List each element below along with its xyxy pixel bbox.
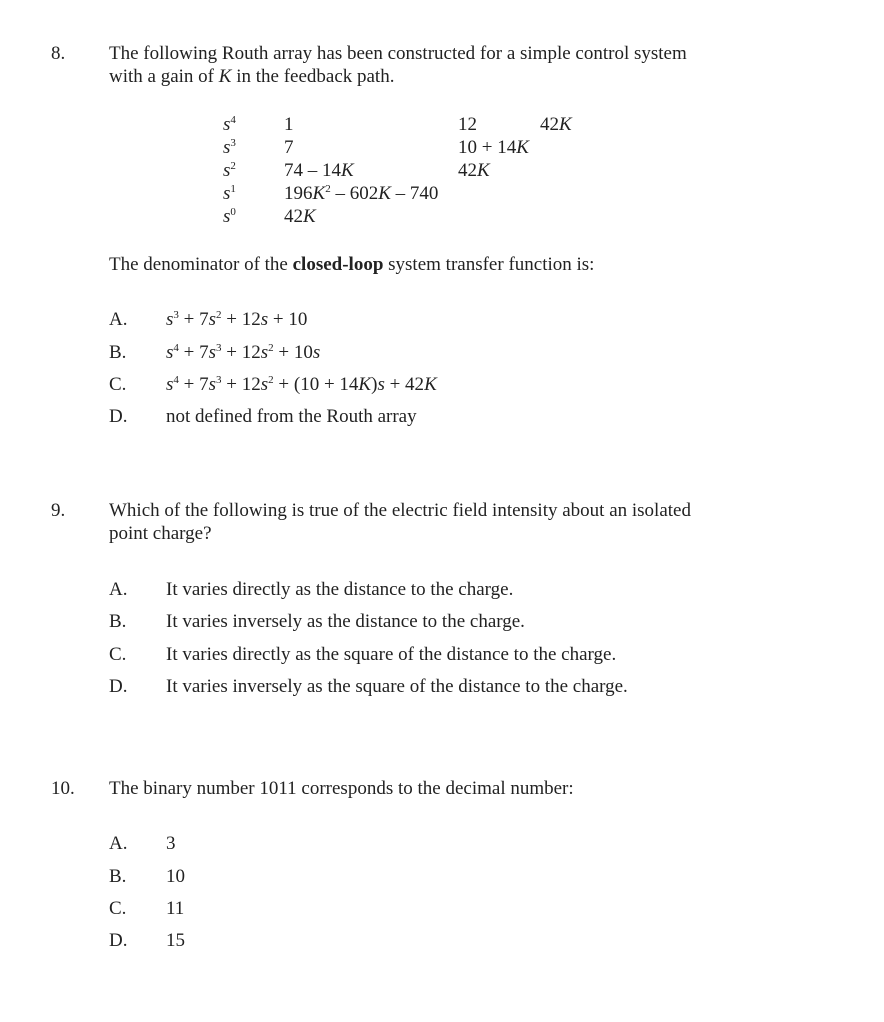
routh-cell: 42K [284, 206, 316, 227]
option-label: A. [109, 833, 128, 854]
routh-power: $s^4$ [223, 114, 236, 135]
question-stem-line: point charge? [109, 523, 212, 544]
option-label: D. [109, 676, 128, 697]
option-d[interactable] [0, 405, 884, 429]
option-text: $s^4 + 7s^3 + 12s^2 + (10 + 14K)s + 42K$ [166, 374, 437, 395]
routh-power: $s^2$ [223, 160, 236, 181]
option-label: C. [109, 898, 127, 919]
routh-cell: 42K [458, 160, 490, 181]
routh-row [0, 113, 884, 137]
question-number: 10. [51, 778, 75, 799]
routh-cell: 12 [458, 114, 477, 135]
routh-cell: $196K^2 - 602K - 740$ [284, 183, 439, 204]
option-text: not defined from the Routh array [166, 406, 417, 427]
option-text: It varies inversely as the distance to the charge. [166, 611, 525, 632]
option-text: 15 [166, 930, 185, 951]
option-c[interactable] [0, 373, 884, 397]
option-a[interactable] [0, 578, 884, 602]
option-a[interactable] [0, 832, 884, 856]
routh-cell: 1 [284, 114, 294, 135]
option-text: It varies directly as the distance to the charge. [166, 579, 514, 600]
routh-cell: 74 – 14K [284, 160, 354, 181]
question-prompt: The denominator of the closed-loop system transfer function is: [109, 254, 595, 275]
routh-power: $s^3$ [223, 137, 236, 158]
question-number: 9. [51, 500, 66, 521]
option-c[interactable] [0, 643, 884, 667]
question-stem-line: Which of the following is true of the electric field intensity about an isolated [109, 500, 691, 521]
routh-row [0, 182, 884, 206]
option-label: B. [109, 342, 127, 363]
option-label: A. [109, 579, 128, 600]
option-label: A. [109, 309, 128, 330]
option-label: B. [109, 866, 127, 887]
routh-cell: 10 + 14K [458, 137, 529, 158]
option-text: 10 [166, 866, 185, 887]
option-label: C. [109, 374, 127, 395]
option-text: It varies directly as the square of the distance to the charge. [166, 644, 617, 665]
routh-cell: 42K [540, 114, 572, 135]
routh-row [0, 159, 884, 183]
question-stem-line: with a gain of K in the feedback path. [109, 66, 395, 87]
question-stem-line: The binary number 1011 corresponds to the decimal number: [109, 778, 574, 799]
question-number: 8. [51, 43, 66, 64]
option-label: D. [109, 930, 128, 951]
option-text: It varies inversely as the square of the distance to the charge. [166, 676, 628, 697]
routh-row [0, 205, 884, 229]
question-stem-line: The following Routh array has been constructed for a simple control system [109, 43, 687, 64]
option-text: $s^4 + 7s^3 + 12s^2 + 10s$ [166, 342, 321, 363]
option-label: C. [109, 644, 127, 665]
routh-power: $s^0$ [223, 206, 236, 227]
option-text: 3 [166, 833, 176, 854]
option-label: D. [109, 406, 128, 427]
option-label: B. [109, 611, 127, 632]
option-text: $s^3 + 7s^2 + 12s + 10$ [166, 309, 308, 330]
option-a[interactable] [0, 308, 884, 332]
routh-cell: 7 [284, 137, 294, 158]
option-c[interactable] [0, 897, 884, 921]
routh-power: $s^1$ [223, 183, 236, 204]
option-b[interactable] [0, 865, 884, 889]
option-d[interactable] [0, 675, 884, 699]
option-d[interactable] [0, 929, 884, 953]
option-b[interactable] [0, 341, 884, 365]
option-b[interactable] [0, 610, 884, 634]
option-text: 11 [166, 898, 185, 919]
routh-row [0, 136, 884, 160]
